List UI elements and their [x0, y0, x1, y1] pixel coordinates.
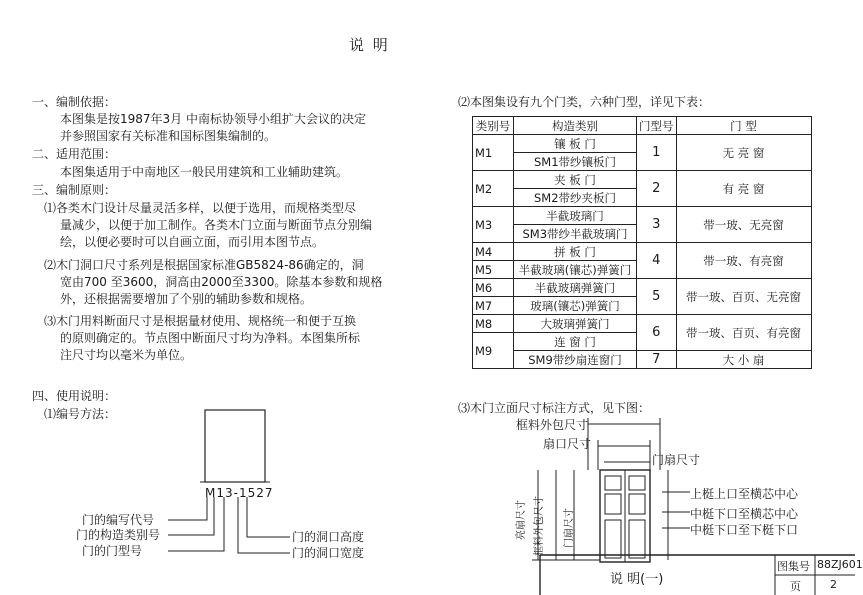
- section-heading: 二、适用范围：: [32, 147, 117, 161]
- type-name-cell: 带一玻、百页、有亮窗: [676, 315, 811, 351]
- text-line: ⑵木门洞口尺寸系列是根据国家标准GB5824-86确定的，洞: [44, 258, 364, 272]
- code-cell: M5: [473, 261, 514, 279]
- text-line: ⑶木门用料断面尺寸是根据量材使用、规格统一和便于互换: [44, 314, 357, 328]
- type-no-cell: 6: [637, 315, 677, 351]
- type-no-cell: 4: [637, 243, 677, 279]
- text-line: ⑴各类木门设计尽量灵活多样，以便于选用，而规格类型尽: [44, 201, 357, 215]
- dim-note-3: 中梃下口至下梃下口: [690, 523, 799, 537]
- door-code: M13-1527: [205, 486, 274, 500]
- dim-note-1: 上梃上口至横芯中心: [690, 487, 799, 501]
- construction-cell: 夹 板 门: [514, 171, 637, 189]
- type-name-cell: 带一玻、有亮窗: [676, 243, 811, 279]
- code-cell: M2: [473, 171, 514, 207]
- code-cell: M9: [473, 333, 514, 369]
- section-heading: 一、编制依据：: [32, 95, 117, 109]
- construction-cell: SM9带纱扇连窗门: [514, 351, 637, 369]
- header-cell: 构造类别: [514, 117, 637, 135]
- type-name-cell: 有 亮 窗: [676, 171, 811, 207]
- construction-cell: SM2带纱夹板门: [514, 189, 637, 207]
- text-line: 外，还根据需要增加了个别的辅助参数和规格。: [60, 292, 313, 306]
- construction-cell: 半截玻璃弹簧门: [514, 279, 637, 297]
- construction-cell: SM1带纱镶板门: [514, 153, 637, 171]
- text-line: 本图集是按1987年3月 中南标协领导小组扩大会议的决定: [60, 112, 366, 126]
- type-name-cell: 无 亮 窗: [676, 135, 811, 171]
- construction-cell: 连 窗 门: [514, 333, 637, 351]
- construction-cell: 半截玻璃(镶芯)弹簧门: [514, 261, 637, 279]
- dim-frame-outer: 框料外包尺寸: [516, 418, 589, 432]
- text-line: 绘，以便必要时可以自画立面，而引用本图节点。: [60, 235, 325, 249]
- label-write-code: 门的编写代号: [82, 513, 155, 527]
- text-line: 注尺寸均以毫米为单位。: [60, 348, 193, 362]
- atlas-number: 88ZJ601: [817, 558, 863, 571]
- construction-cell: 大玻璃弹簧门: [514, 315, 637, 333]
- code-cell: M4: [473, 243, 514, 261]
- header-cell: 类别号: [473, 117, 514, 135]
- page-title: 说 明: [349, 36, 390, 54]
- dim-vertical-1: 亮扇尺寸: [516, 500, 527, 540]
- page-label: 页: [790, 580, 801, 593]
- text-line: 本图集适用于中南地区一般民用建筑和工业辅助建筑。: [60, 165, 349, 179]
- header-cell: 门 型: [676, 117, 811, 135]
- type-name-cell: 大 小 扇: [676, 351, 811, 369]
- type-no-cell: 3: [637, 207, 677, 243]
- code-cell: M6: [473, 279, 514, 297]
- type-no-cell: 5: [637, 279, 677, 315]
- type-name-cell: 带一玻、无亮窗: [676, 207, 811, 243]
- text-line: 的原则确定的。节点图中断面尺寸均为净料。本图集所标: [60, 331, 361, 345]
- code-cell: M7: [473, 297, 514, 315]
- construction-cell: SM3带纱半截玻璃门: [514, 225, 637, 243]
- dim-vertical-2: 框料外包尺寸: [534, 496, 545, 556]
- type-no-cell: 2: [637, 171, 677, 207]
- atlas-label: 图集号: [777, 560, 810, 573]
- dim-door-leaf: 门扇尺寸: [652, 453, 701, 467]
- construction-cell: 玻璃(镶芯)弹簧门: [514, 297, 637, 315]
- label-type-no: 门的门型号: [82, 544, 143, 558]
- section-heading: 三、编制原则：: [32, 183, 117, 197]
- header-cell: 门型号: [637, 117, 677, 135]
- construction-cell: 拼 板 门: [514, 243, 637, 261]
- text-line: ⑴编号方法：: [44, 407, 117, 421]
- titleblock-name: 说 明(一): [610, 572, 664, 587]
- code-cell: M3: [473, 207, 514, 243]
- text-line: 并参照国家有关标准和国标图集编制的。: [60, 129, 277, 143]
- construction-cell: 镶 板 门: [514, 135, 637, 153]
- type-no-cell: 1: [637, 135, 677, 171]
- label-opening-height: 门的洞口高度: [292, 530, 365, 544]
- type-name-cell: 带一玻、百页、无亮窗: [676, 279, 811, 315]
- table-intro: ⑵本图集设有九个门类，六种门型，详见下表：: [458, 95, 711, 109]
- label-construction-no: 门的构造类别号: [76, 528, 161, 542]
- section-heading: 四、使用说明：: [32, 389, 117, 403]
- label-opening-width: 门的洞口宽度: [292, 546, 365, 560]
- construction-cell: 半截玻璃门: [514, 207, 637, 225]
- page-number: 2: [830, 578, 837, 591]
- dim-vertical-3: 门扇尺寸: [564, 508, 575, 548]
- text-line: 宽由700 至3600，洞高由2000至3300。除基本参数和规格: [60, 275, 383, 289]
- dim-leaf: 扇口尺寸: [543, 437, 592, 451]
- code-cell: M8: [473, 315, 514, 333]
- dimension-intro: ⑶木门立面尺寸标注方式，见下图：: [458, 401, 651, 415]
- dim-note-2: 中梃下口至横芯中心: [690, 507, 799, 521]
- text-line: 量减少，以便于加工制作。各类木门立面与断面节点分别编: [60, 218, 373, 232]
- code-cell: M1: [473, 135, 514, 171]
- type-no-cell: 7: [637, 351, 677, 369]
